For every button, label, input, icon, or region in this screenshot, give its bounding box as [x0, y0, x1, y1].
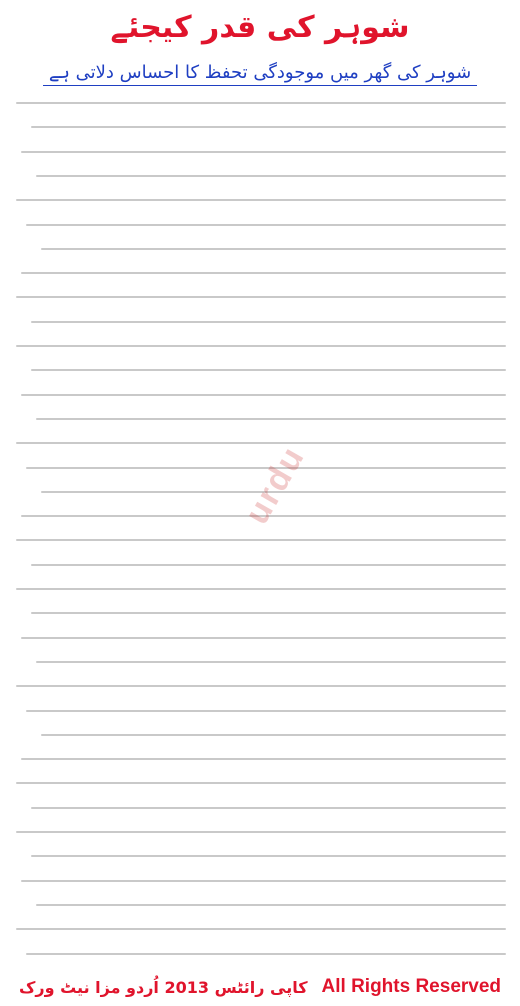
body-text-line: [31, 807, 506, 809]
body-text-line: [16, 928, 506, 930]
body-text-line: [21, 880, 506, 882]
body-text-line: [41, 248, 507, 250]
body-text-line: [26, 953, 506, 955]
body-text-line: [36, 661, 506, 663]
body-text-line: [31, 126, 506, 128]
body-text-line: [21, 758, 506, 760]
body-text-line: [21, 637, 506, 639]
body-text-line: [31, 321, 506, 323]
article-title: شوہر کی قدر کیجئے: [110, 10, 410, 45]
all-rights-reserved: All Rights Reserved: [321, 976, 502, 997]
body-text-line: [16, 199, 506, 201]
copyright-footer: [0, 972, 520, 1002]
body-text-line: [16, 782, 506, 784]
body-text-line: [36, 175, 506, 177]
copyright-urdu: کاپی رائٹس 2013 اُردو مزا نیٹ ورک: [18, 977, 308, 997]
body-text-line: [26, 224, 506, 226]
article-subtitle-text: شوہر کی گھر میں موجودگی تحفظ کا احساس دلاتی ہے: [43, 62, 477, 86]
body-text-line: [41, 734, 507, 736]
body-text-line: [16, 102, 506, 104]
body-text-line: [16, 831, 506, 833]
body-text-line: [16, 296, 506, 298]
body-text-line: [21, 272, 506, 274]
body-text-line: [31, 855, 506, 857]
article-subtitle: [0, 60, 520, 86]
body-text-line: [16, 685, 506, 687]
body-text-line: [21, 151, 506, 153]
watermark: urdu: [237, 439, 313, 531]
body-text-line: [36, 904, 506, 906]
body-text-line: [26, 710, 506, 712]
